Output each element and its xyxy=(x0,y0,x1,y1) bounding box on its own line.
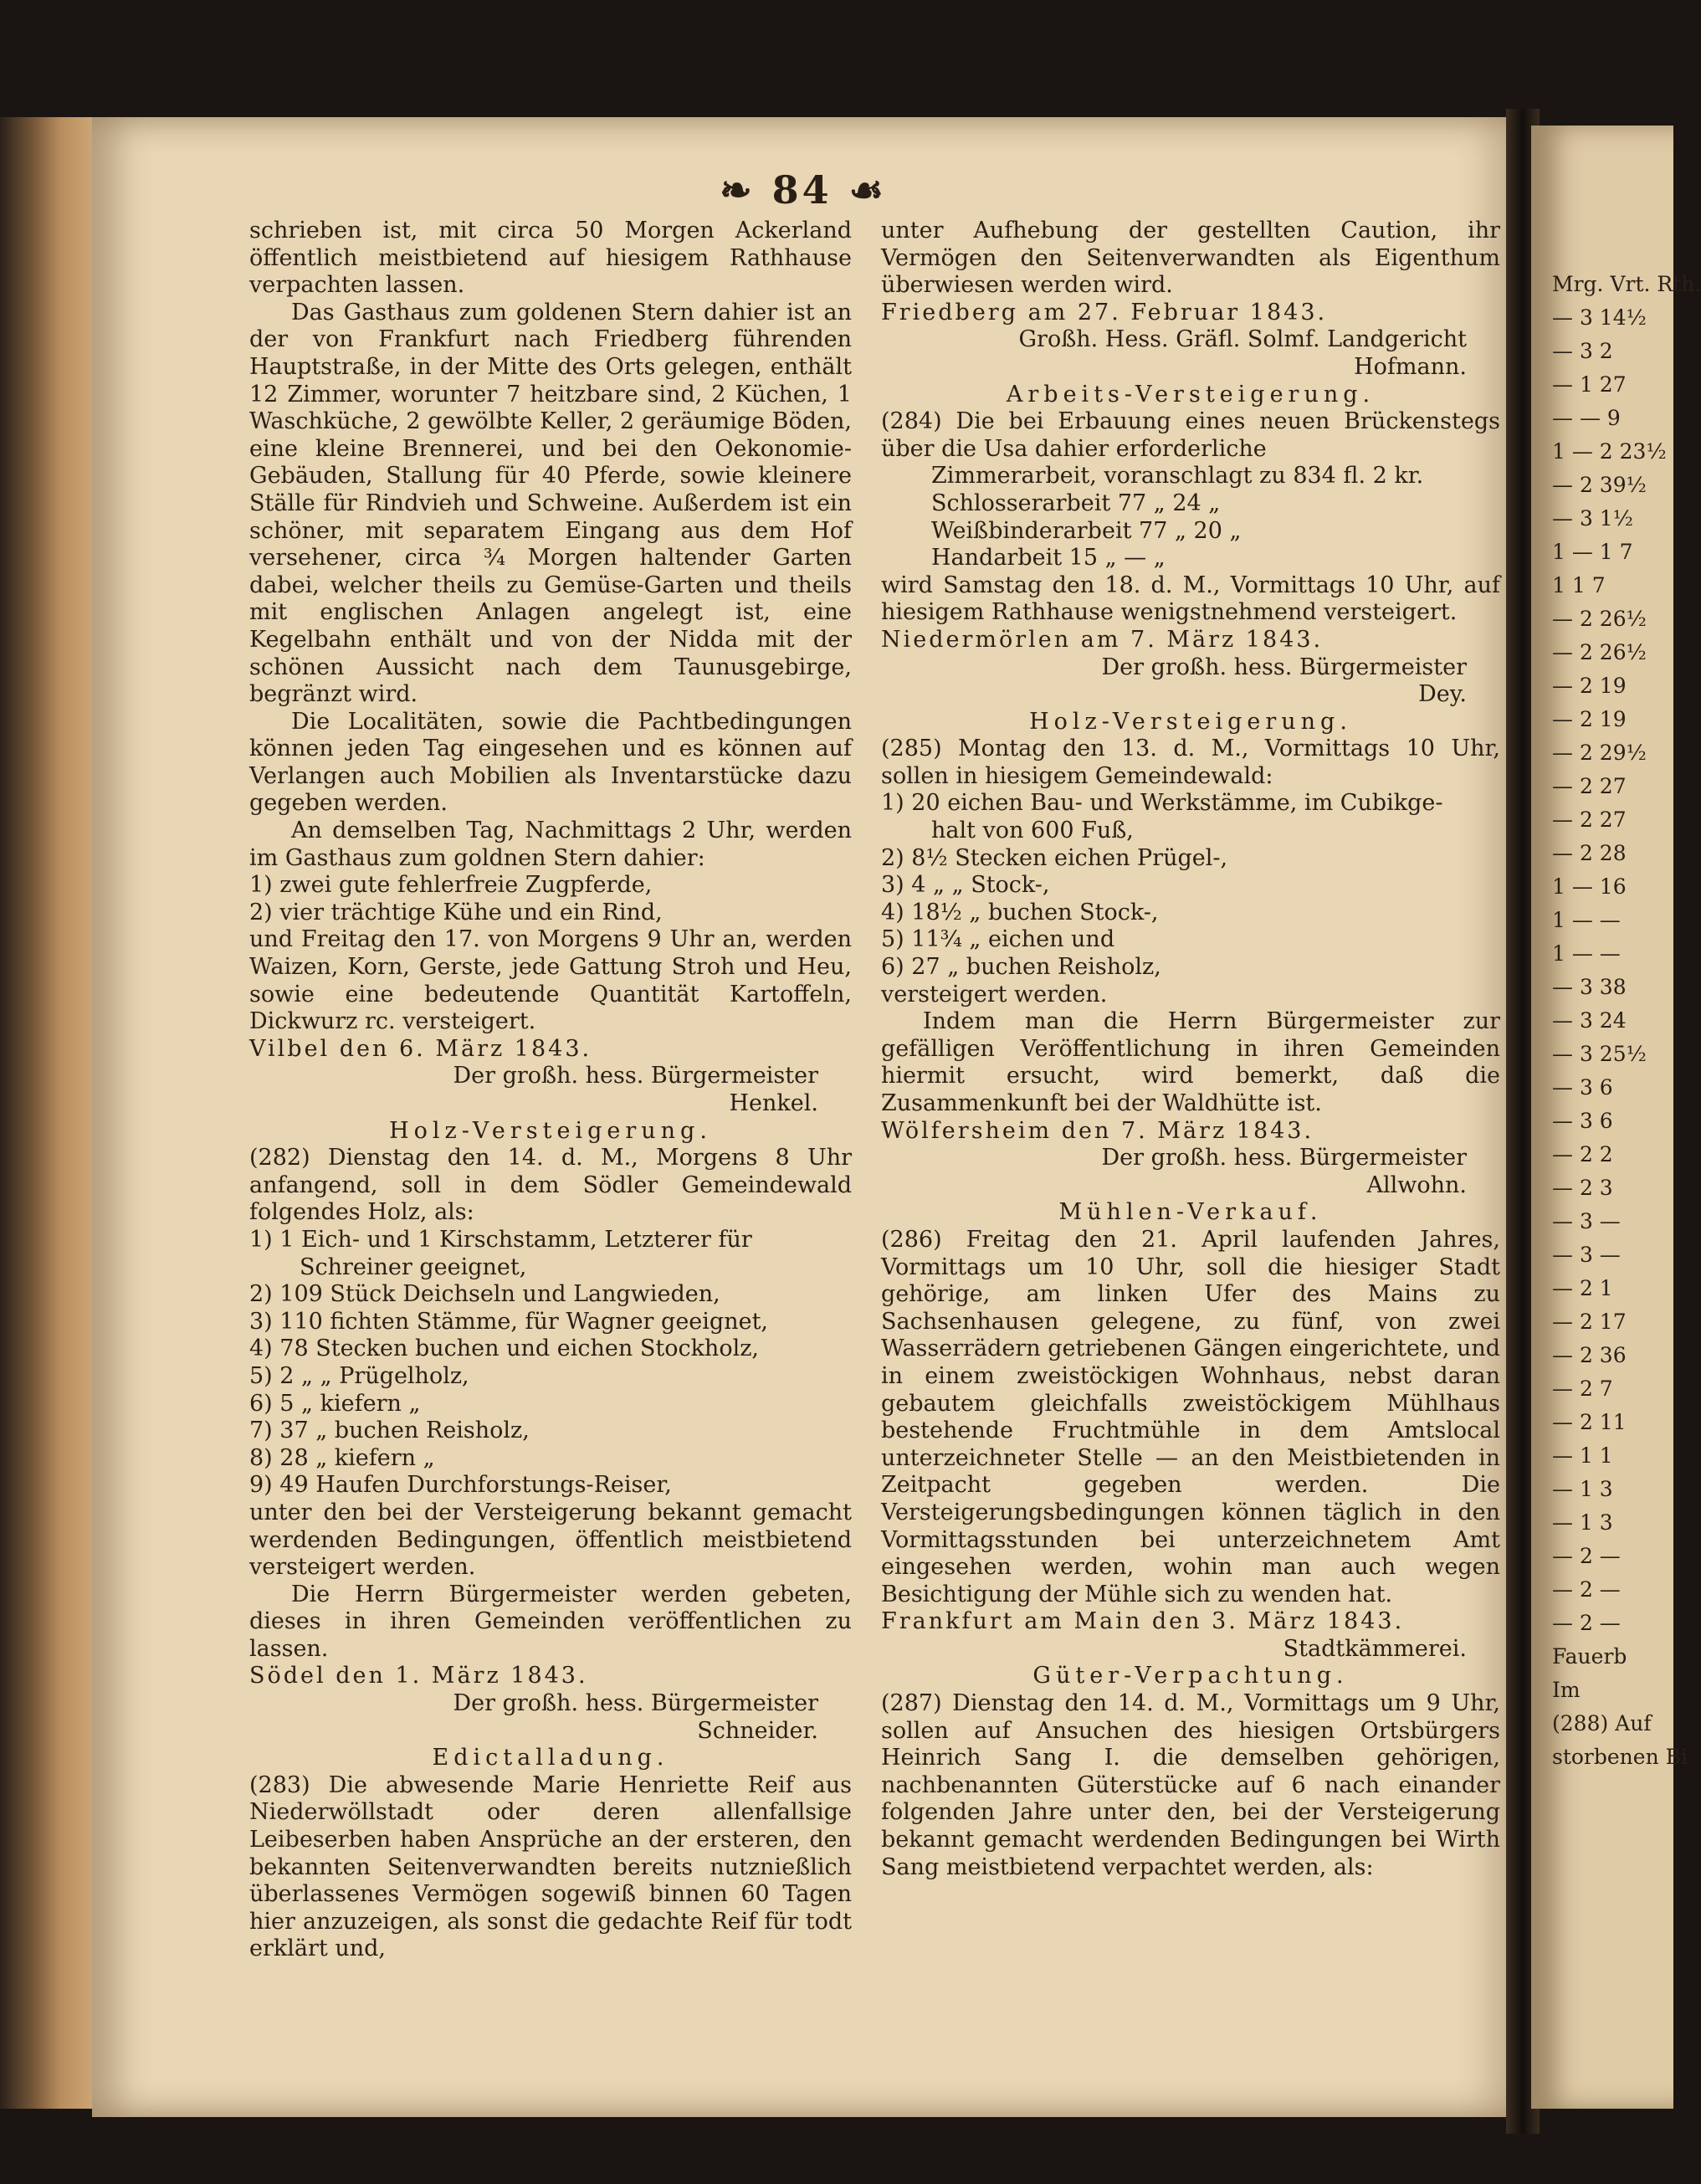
signature-line: Schneider. xyxy=(697,1717,818,1744)
next-page-fragments xyxy=(1552,268,1701,1774)
list-item: 4) 78 Stecken buchen und eichen Stockholz, xyxy=(249,1336,760,1362)
fragment-line: — 2 19 xyxy=(1552,707,1627,731)
section-heading: Edictalladung. xyxy=(432,1745,669,1771)
paragraph: (285) Montag den 13. d. M., Vormittags 10 Uhr, sollen in hiesigem Gemeindewald: xyxy=(881,736,1500,789)
fragment-line: — 2 11 xyxy=(1552,1410,1627,1434)
fragment-line: — 2 27 xyxy=(1552,807,1627,832)
paragraph: Das Gasthaus zum goldenen Stern dahier ist an der von Frankfurt nach Friedberg führenden Hauptstraße, in der Mitte des Orts gelegen, enthält 12 Zimmer, worunter 7 heitzbare sind, 2 Küchen, 1 Waschküche, 2 gewölbte Keller, 2 geräumige Böden, eine kleine Brennerei, und bei den Oekonomie-Gebäuden, Stallung für 40 Pferde, sowie kleinere Ställe für Rindvieh und Schweine. Außerdem ist ein schöner, mit separatem Eingang aus dem Hof versehener, circa ¾ Morgen haltender Garten dabei, welcher theils zu Gemüse-Garten und theils mit englischen Anlagen angelegt ist, eine Kegelbahn enthält und von der Nidda mit der schönen Aussicht nach dem Taunusgebirge, begränzt wird. xyxy=(249,299,852,708)
list-item: 6) 27 „ buchen Reisholz, xyxy=(881,954,1161,981)
signature-line: Hofmann. xyxy=(1354,353,1467,380)
list-item: 8) 28 „ kiefern „ xyxy=(249,1444,435,1471)
place-date: Wölfersheim den 7. März 1843. xyxy=(881,1117,1314,1144)
fragment-line: 1 — 1 7 xyxy=(1552,540,1633,564)
list-item-continuation: Schreiner geeignet, xyxy=(300,1253,527,1280)
fragment-line: — 3 6 xyxy=(1552,1109,1613,1133)
paragraph: (282) Dienstag den 14. d. M., Morgens 8 Uhr anfangend, soll in dem Södler Gemeindewald folgendes Holz, als: xyxy=(249,1145,852,1226)
list-item: 9) 49 Haufen Durchforstungs-Reiser, xyxy=(249,1472,672,1499)
section-heading: Arbeits-Versteigerung. xyxy=(1006,381,1376,408)
fragment-line: — 2 — xyxy=(1552,1611,1621,1635)
place-date: Vilbel den 6. März 1843. xyxy=(249,1035,592,1062)
list-item: 4) 18½ „ buchen Stock-, xyxy=(881,899,1159,925)
fragment-line: Mrg. Vrt. Rth. xyxy=(1552,272,1701,296)
fragment-line: (288) Auf xyxy=(1552,1711,1652,1735)
fragment-line: — 2 26½ xyxy=(1552,607,1647,631)
fragment-line: — 3 24 xyxy=(1552,1008,1627,1033)
paragraph: (284) Die bei Erbauung eines neuen Brückenstegs über die Usa dahier erforderliche xyxy=(881,408,1500,462)
paragraph: Indem man die Herrn Bürgermeister zur gefälligen Veröffentlichung in ihren Gemeinden hiermit ersucht, wird bemerkt, daß die Zusammenkunft bei der Waldhütte ist. xyxy=(881,1008,1500,1116)
signature-line: Stadtkämmerei. xyxy=(1283,1635,1467,1662)
list-item: 2) vier trächtige Kühe und ein Rind, xyxy=(249,899,663,925)
paragraph: und Freitag den 17. von Morgens 9 Uhr an, werden Waizen, Korn, Gerste, jede Gattung Stroh und Heu, sowie eine bedeutende Quantität Kartoffeln, Dickwurz rc. versteigert. xyxy=(249,926,852,1035)
fragment-line: 1 — 16 xyxy=(1552,874,1627,899)
fragment-line: — — 9 xyxy=(1552,406,1621,430)
fragment-line: — 3 — xyxy=(1552,1209,1621,1233)
list-item: 3) 4 „ „ Stock-, xyxy=(881,872,1050,899)
fragment-line: — 3 6 xyxy=(1552,1075,1613,1100)
fragment-line: — 2 19 xyxy=(1552,674,1627,698)
list-item-continuation: Weißbinderarbeit 77 „ 20 „ xyxy=(931,517,1242,544)
signature-line: Der großh. hess. Bürgermeister xyxy=(1101,1145,1467,1171)
fragment-line: — 2 28 xyxy=(1552,841,1627,865)
fragment-line: Im xyxy=(1552,1678,1581,1702)
book-edge-left xyxy=(0,117,100,2109)
paragraph: (286) Freitag den 21. April laufenden Jahres, Vormittags um 10 Uhr, soll die hiesiger Stadt gehörige, am linken Ufer des Mains zu Sachsenhausen gelegene, zu fünf, von zwei Wasserrädern getriebenen Gängen eingerichtete, und in einem zweistöckigen Wohnhaus, nebst daran gebautem gleichfalls zweistöckigem Mühlhaus bestehende Fruchtmühle in dem Amtslocal unterzeichneter Stelle — an den Meistbietenden in Zeitpacht gegeben werden. Die Versteigerungsbedingungen können täglich in den Vormittagsstunden bei unterzeichnetem Amt eingesehen werden, wohin man auch wegen Besichtigung der Mühle sich zu wenden hat. xyxy=(881,1226,1500,1607)
list-item: 2) 109 Stück Deichseln und Langwieden, xyxy=(249,1281,720,1308)
fragment-line: — 2 36 xyxy=(1552,1343,1627,1367)
paragraph: unter Aufhebung der gestellten Caution, ihr Vermögen den Seitenverwandten als Eigenthum überwiesen werden wird. xyxy=(881,218,1500,299)
fragment-line: — 1 27 xyxy=(1552,372,1627,397)
fragment-line: — 2 27 xyxy=(1552,774,1627,798)
fragment-line: — 2 — xyxy=(1552,1544,1621,1568)
page-84 xyxy=(92,117,1514,2117)
fragment-line: 1 — 2 23½ xyxy=(1552,439,1667,464)
list-item-continuation: halt von 600 Fuß, xyxy=(931,818,1134,844)
signature-line: Der großh. hess. Bürgermeister xyxy=(453,1063,818,1089)
section-heading: Mühlen-Verkauf. xyxy=(1058,1199,1323,1226)
fragment-line: — 2 26½ xyxy=(1552,640,1647,664)
fragment-line: — 1 3 xyxy=(1552,1477,1613,1501)
fragment-line: 1 1 7 xyxy=(1552,573,1606,597)
fragment-line: 1 — — xyxy=(1552,908,1621,932)
ornament-left: ❧ xyxy=(720,167,772,213)
list-item: 5) 2 „ „ Prügelholz, xyxy=(249,1362,469,1389)
paragraph: Die Herrn Bürgermeister werden gebeten, dieses in ihren Gemeinden veröffentlichen zu lassen. xyxy=(249,1581,852,1662)
fragment-line: — 2 39½ xyxy=(1552,473,1647,497)
list-item: 5) 11¾ „ eichen und xyxy=(881,926,1115,953)
fragment-line: — 3 1½ xyxy=(1552,506,1633,531)
signature-line: Allwohn. xyxy=(1366,1171,1467,1198)
paragraph: An demselben Tag, Nachmittags 2 Uhr, werden im Gasthaus zum goldnen Stern dahier: xyxy=(249,818,852,871)
fragment-line: — 3 38 xyxy=(1552,975,1627,999)
signature-line: Großh. Hess. Gräfl. Solmf. Landgericht xyxy=(1018,326,1467,353)
list-item-continuation: Handarbeit 15 „ — „ xyxy=(931,545,1166,572)
list-item: 2) 8½ Stecken eichen Prügel-, xyxy=(881,844,1228,871)
fragment-line: — 2 29½ xyxy=(1552,741,1647,765)
fragment-line: — 2 1 xyxy=(1552,1276,1613,1300)
ornament-right: ☙ xyxy=(832,167,887,213)
signature-line: Dey. xyxy=(1418,681,1467,708)
next-page-edge xyxy=(1531,126,1701,2109)
fragment-line: — 2 — xyxy=(1552,1577,1621,1602)
list-item: 1) 1 Eich- und 1 Kirschstamm, Letzterer für xyxy=(249,1226,752,1253)
paragraph: (283) Die abwesende Marie Henriette Reif aus Niederwöllstadt oder deren allenfallsige Leibeserben haben Ansprüche an der ersteren, den bekannten Seitenverwandten bereits nutznießlich überlassenes Vermögen sogewiß binnen 60 Tagen hier anzuzeigen, als sonst die gedachte Reif für todt erklärt und, xyxy=(249,1771,852,1962)
page-number xyxy=(92,167,1514,213)
list-item: 1) 20 eichen Bau- und Werkstämme, im Cubikge- xyxy=(881,790,1443,817)
fragment-line: — 3 14½ xyxy=(1552,305,1647,330)
fragment-line: — 1 1 xyxy=(1552,1443,1613,1468)
list-item: 6) 5 „ kiefern „ xyxy=(249,1390,421,1417)
paragraph: Die Localitäten, sowie die Pachtbedingungen können jeden Tag eingesehen und es können auf Verlangen auch Mobilien als Inventarstücke dazu gegeben werden. xyxy=(249,708,852,817)
paragraph: versteigert werden. xyxy=(881,981,1108,1007)
fragment-line: — 3 — xyxy=(1552,1243,1621,1267)
section-heading: Güter-Verpachtung. xyxy=(1032,1663,1349,1689)
fragment-line: — 2 2 xyxy=(1552,1142,1613,1166)
fragment-line: Fauerb xyxy=(1552,1644,1627,1669)
list-item: 3) 110 fichten Stämme, für Wagner geeignet, xyxy=(249,1308,768,1335)
list-item: 7) 37 „ buchen Reisholz, xyxy=(249,1418,530,1444)
fragment-line: 1 — — xyxy=(1552,941,1621,966)
fragment-line: — 2 17 xyxy=(1552,1310,1627,1334)
signature-line: Der großh. hess. Bürgermeister xyxy=(453,1690,818,1717)
paragraph: (287) Dienstag den 14. d. M., Vormittags um 9 Uhr, sollen auf Ansuchen des hiesigen Ortsbürgers Heinrich Sang I. die demselben gehörigen, nachbenannten Güterstücke auf 6 nach einander folgenden Jahre unter den, bei der Versteigerung bekannt gemacht werdenden Bedingungen bei Wirth Sang meistbietend verpachtet werden, als: xyxy=(881,1690,1500,1880)
fragment-line: storbenen Bi xyxy=(1552,1745,1688,1769)
page-number-text: 84 xyxy=(771,167,833,213)
fragment-line: — 2 7 xyxy=(1552,1377,1613,1401)
paragraph: wird Samstag den 18. d. M., Vormittags 10 Uhr, auf hiesigem Rathhause wenigstnehmend versteigert. xyxy=(881,572,1500,626)
place-date: Niedermörlen am 7. März 1843. xyxy=(881,626,1324,653)
signature-line: Henkel. xyxy=(729,1090,818,1116)
paragraph: unter den bei der Versteigerung bekannt gemacht werdenden Bedingungen, öffentlich meistbietend versteigert werden. xyxy=(249,1499,852,1581)
fragment-line: — 3 2 xyxy=(1552,339,1613,363)
signature-line: Der großh. hess. Bürgermeister xyxy=(1101,654,1467,680)
list-item-continuation: Zimmerarbeit, voranschlagt zu 834 fl. 2 kr. xyxy=(931,463,1424,490)
section-heading: Holz-Versteigerung. xyxy=(1029,708,1352,735)
fragment-line: — 2 3 xyxy=(1552,1176,1613,1200)
section-heading: Holz-Versteigerung. xyxy=(389,1117,712,1144)
place-date: Friedberg am 27. Februar 1843. xyxy=(881,299,1328,326)
list-item: 1) zwei gute fehlerfreie Zugpferde, xyxy=(249,872,653,899)
place-date: Frankfurt am Main den 3. März 1843. xyxy=(881,1608,1405,1635)
fragment-line: — 1 3 xyxy=(1552,1510,1613,1535)
place-date: Södel den 1. März 1843. xyxy=(249,1663,588,1689)
list-item-continuation: Schlosserarbeit 77 „ 24 „ xyxy=(931,490,1221,516)
paragraph: schrieben ist, mit circa 50 Morgen Ackerland öffentlich meistbietend auf hiesigem Rathhause verpachten lassen. xyxy=(249,218,852,299)
left-column xyxy=(249,218,852,1963)
right-column xyxy=(881,218,1500,1881)
fragment-line: — 3 25½ xyxy=(1552,1042,1647,1066)
